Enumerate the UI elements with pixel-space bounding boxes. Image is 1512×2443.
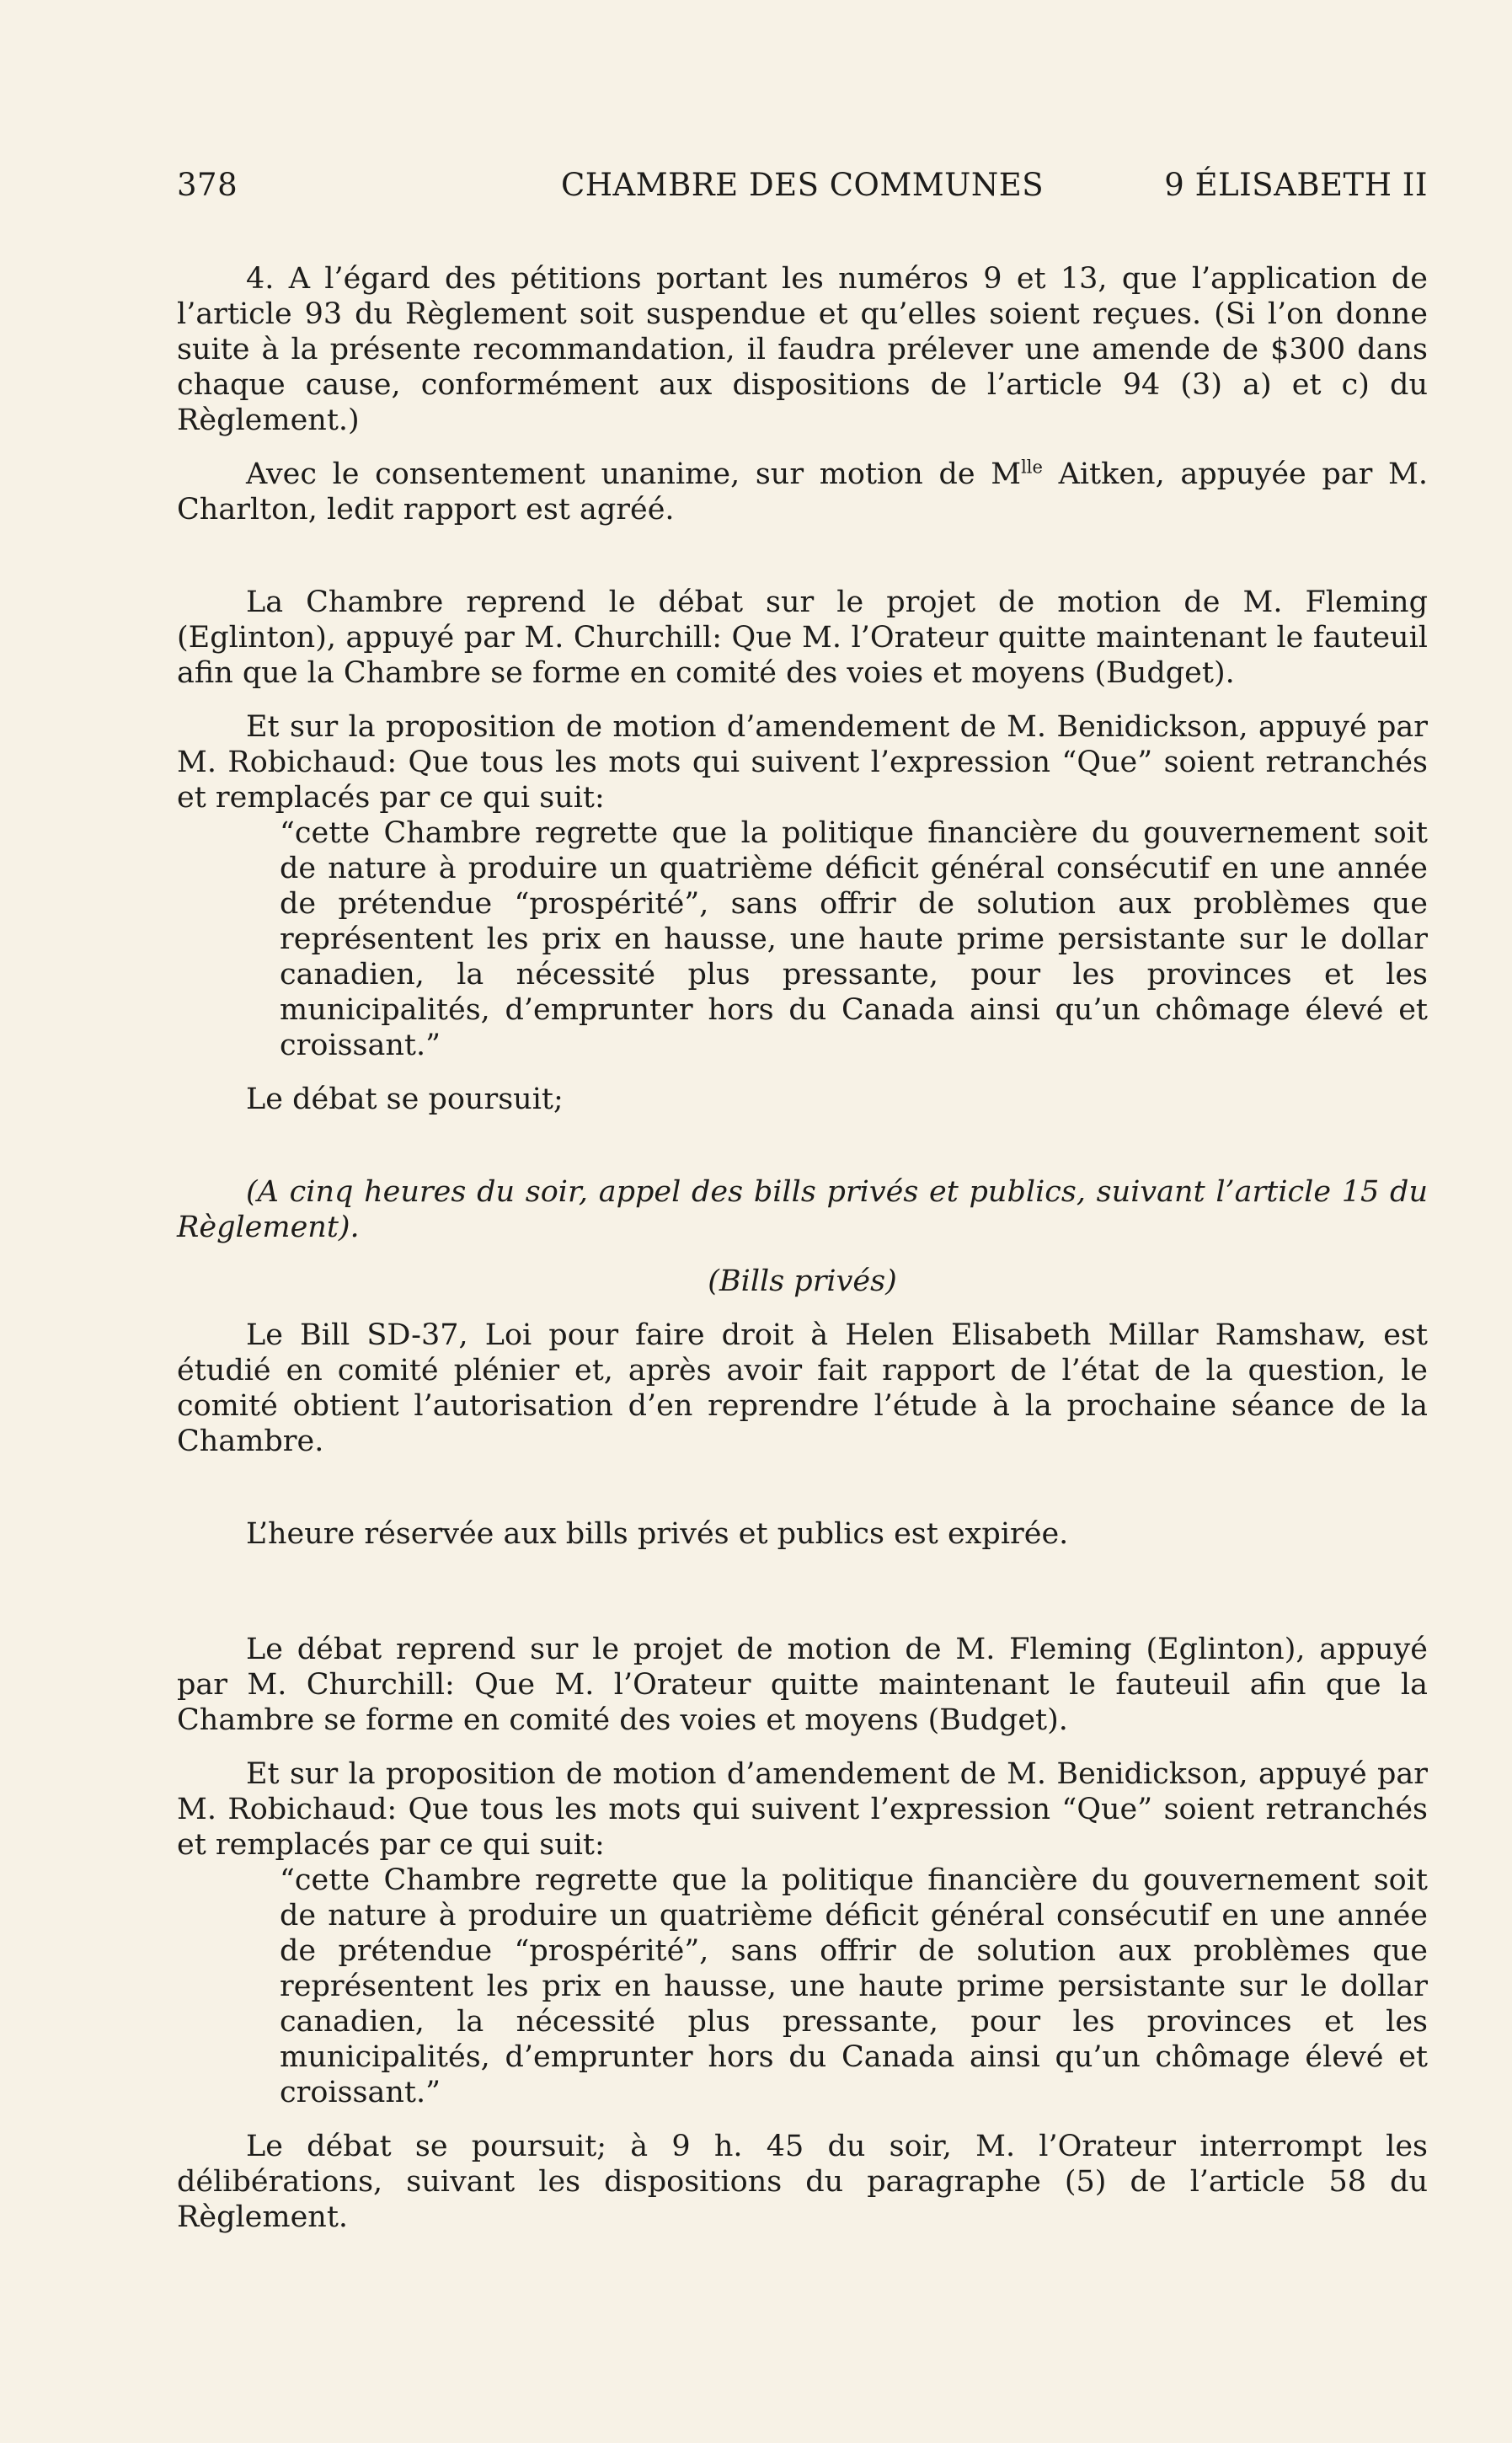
- report-agreed-text-2: Aitken, appuyée par M. Charlton, ledit rapport est agréé.: [177, 457, 1428, 527]
- document-body: [177, 261, 1428, 2235]
- paragraph-debate-resumes-2: Le débat reprend sur le projet de motion de M. Fleming (Eglinton), appuyé par M. Churchill: Que M. l’Orateur quitte maintenant le fauteuil afin que la Chambre se forme en comité des voies et moyens (Budget).: [177, 1633, 1428, 1737]
- paragraph-amendment-1: Et sur la proposition de motion d’amendement de M. Benidickson, appuyé par M. Robichaud: Que tous les mots qui suivent l’expression “Que” soient retranchés et remplacés par ce qui suit:: [177, 710, 1428, 815]
- paragraph-report-agreed: [177, 457, 1428, 527]
- mlle-superscript: lle: [1021, 457, 1043, 478]
- page-number: 378: [177, 167, 238, 203]
- paragraph-bill-sd37: Le Bill SD-37, Loi pour faire droit à Helen Elisabeth Millar Ramshaw, est étudié en comité plénier et, après avoir fait rapport de l’état de la question, le comité obtient l’autorisation d’en reprendre l’étude à la prochaine séance de la Chambre.: [177, 1318, 1428, 1458]
- paragraph-petitions: 4. A l’égard des pétitions portant les numéros 9 et 13, que l’application de l’article 93 du Règlement soit suspendue et qu’elles soient reçues. (Si l’on donne suite à la présente recommandation, il faudra prélever une amende de $300 dans chaque cause, conformément aux dispositions de l’article 94 (3) a) et c) du Règlement.): [177, 262, 1428, 437]
- page-title: CHAMBRE DES COMMUNES: [560, 167, 1045, 203]
- paragraph-debate-continues-1: Le débat se poursuit;: [246, 1083, 564, 1116]
- paragraph-debate-resumes-1: La Chambre reprend le débat sur le projet de motion de M. Fleming (Eglinton), appuyé par M. Churchill: Que M. l’Orateur quitte maintenant le fauteuil afin que la Chambre se forme en comité des voies et moyens (Budget).: [177, 585, 1428, 690]
- paragraph-hour-expired: L’heure réservée aux bills privés et publics est expirée.: [246, 1517, 1069, 1551]
- report-agreed-text-1: Avec le consentement unanime, sur motion de M: [246, 457, 1022, 491]
- paragraph-five-oclock: (A cinq heures du soir, appel des bills privés et publics, suivant l’article 15 du Règlement).: [177, 1175, 1428, 1244]
- amendment-quote-2: “cette Chambre regrette que la politique financière du gouvernement soit de nature à produire un quatrième déficit général consécutif en une année de prétendue “prospérité”, sans offrir de solution aux problèmes que représentent les prix en hausse, une haute prime persistante sur le dollar canadien, la nécessité plus pressante, pour les provinces et les municipalités, d’emprunter hors du Canada ainsi qu’un chômage élevé et croissant.”: [280, 1863, 1428, 2109]
- section-heading-private-bills: (Bills privés): [708, 1264, 897, 1298]
- paragraph-debate-continues-2: Le débat se poursuit; à 9 h. 45 du soir, M. l’Orateur interrompt les délibérations, suivant les dispositions du paragraphe (5) de l’article 58 du Règlement.: [177, 2130, 1428, 2234]
- regnal-date: 9 ÉLISABETH II: [1164, 167, 1428, 203]
- paragraph-amendment-2: Et sur la proposition de motion d’amendement de M. Benidickson, appuyé par M. Robichaud: Que tous les mots qui suivent l’expression “Que” soient retranchés et remplacés par ce qui suit:: [177, 1757, 1428, 1862]
- amendment-quote-1: “cette Chambre regrette que la politique financière du gouvernement soit de nature à produire un quatrième déficit général consécutif en une année de prétendue “prospérité”, sans offrir de solution aux problèmes que représentent les prix en hausse, une haute prime persistante sur le dollar canadien, la nécessité plus pressante, pour les provinces et les municipalités, d’emprunter hors du Canada ainsi qu’un chômage élevé et croissant.”: [280, 816, 1428, 1062]
